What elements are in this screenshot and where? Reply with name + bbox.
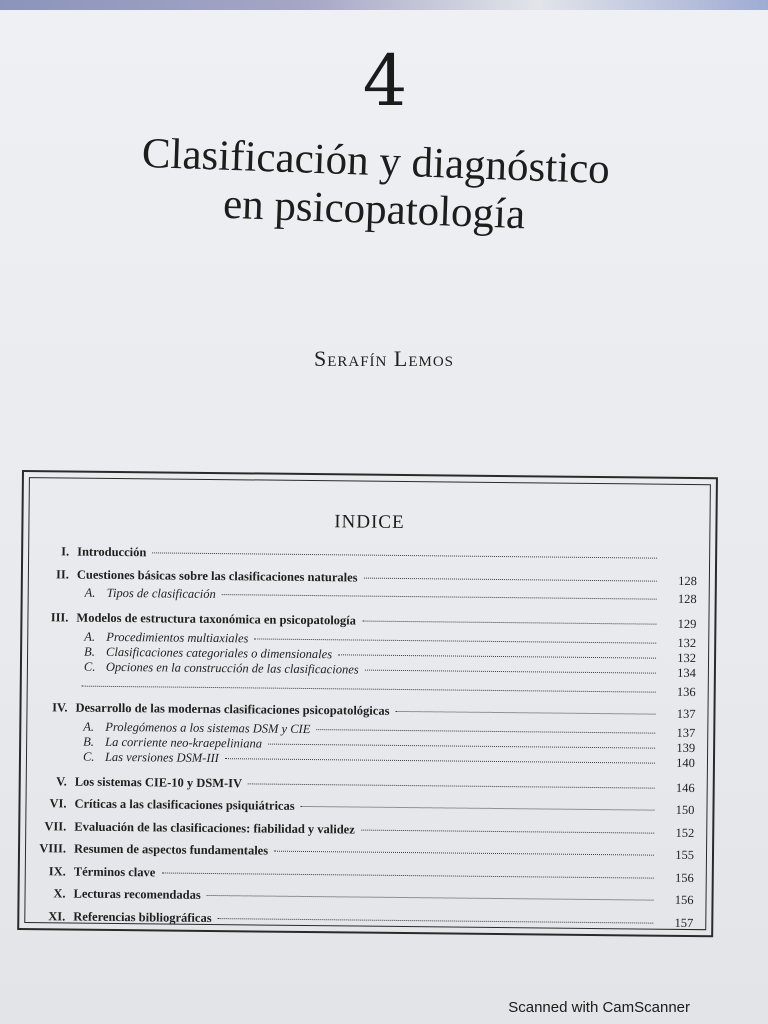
toc-page-number: 137 — [676, 706, 696, 722]
author-name: Serafín Lemos — [313, 346, 455, 371]
toc-entry-number: X. — [53, 886, 66, 901]
toc-page-number: 136 — [676, 684, 696, 699]
toc-entry-number: V. — [56, 773, 67, 788]
dot-leader — [301, 806, 655, 811]
chapter-number: 4 — [362, 40, 406, 122]
scan-edge — [0, 0, 768, 10]
toc-entry-number: IX. — [48, 863, 66, 878]
toc-page-number: 132 — [677, 635, 697, 650]
toc-entry-label: Referencias bibliográficas — [73, 909, 212, 925]
toc-entry-label: Lecturas recomendadas — [73, 886, 201, 902]
toc-entry-label: Desarrollo de las modernas clasificaciones psicopatológicas — [75, 700, 390, 718]
dot-leader — [222, 594, 657, 600]
toc-entry-label: Los sistemas CIE-10 y DSM-IV — [74, 774, 243, 790]
toc-entry-number: VI. — [49, 796, 67, 811]
toc-entry-number: III. — [50, 610, 69, 625]
toc-entry-label: Cuestiones básicas sobre las clasificaciones naturales — [76, 567, 358, 585]
toc-page-number: 137 — [676, 725, 696, 740]
toc-entry-letter: B. — [84, 644, 95, 659]
toc-page-number: 140 — [676, 755, 696, 770]
dot-leader — [161, 872, 653, 878]
toc-page-number: 129 — [677, 616, 697, 632]
toc-entry-number: XI. — [48, 908, 66, 923]
chapter-title — [103, 129, 646, 244]
dot-leader — [152, 552, 657, 558]
toc-entry-letter: C. — [82, 749, 95, 764]
dot-leader — [365, 669, 656, 673]
dot-leader — [82, 685, 656, 692]
dot-leader — [395, 711, 655, 715]
dot-leader — [254, 638, 656, 643]
toc-page-number: 156 — [674, 892, 694, 908]
toc-entry-number: VII. — [44, 818, 67, 833]
toc-entry-label: Críticas a las clasificaciones psiquiátricas — [74, 796, 295, 813]
dot-leader — [225, 758, 655, 764]
dot-leader — [316, 729, 655, 734]
toc-entry-letter: A. — [84, 585, 96, 600]
toc-entry-label: Evaluación de las clasificaciones: fiabilidad y validez — [74, 819, 355, 837]
dot-leader — [361, 829, 654, 833]
toc-page-number: 128 — [677, 591, 697, 607]
toc-entry-number: VIII. — [39, 841, 67, 856]
toc-page-number: 128 — [678, 573, 697, 588]
toc-page-number: 155 — [675, 847, 695, 863]
toc-entry-letter: A. — [83, 719, 95, 734]
toc-entry-number: IV. — [52, 700, 68, 715]
toc-entry-label: Modelos de estructura taxonómica en psicopatología — [76, 610, 357, 628]
camscanner-stamp: Scanned with CamScanner — [508, 999, 690, 1016]
index-heading: INDICE — [334, 511, 405, 534]
toc-entry-label: Opciones en la construcción de las clasificaciones — [105, 659, 359, 677]
toc-entry-label: Las versiones DSM-III — [104, 749, 219, 765]
toc-entry-label: Introducción — [77, 544, 147, 560]
toc-page-number: 156 — [674, 870, 694, 885]
dot-leader — [362, 621, 656, 625]
dot-leader — [207, 895, 654, 901]
toc-entry-label: Resumen de aspectos fundamentales — [73, 841, 269, 858]
toc-entry-label: Prolegómenos a los sistemas DSM y CIE — [105, 719, 311, 736]
toc-page-number: 157 — [674, 915, 694, 930]
table-of-contents — [37, 540, 697, 934]
toc-page-number: 134 — [677, 665, 696, 680]
dot-leader — [274, 851, 654, 856]
toc-page-number: 139 — [676, 740, 696, 755]
toc-entry-number: I. — [61, 544, 70, 559]
dot-leader — [218, 918, 654, 924]
toc-entry-letter: B. — [83, 734, 95, 749]
dot-leader — [248, 783, 655, 788]
dot-leader — [268, 743, 655, 748]
toc-page-number: 146 — [675, 780, 695, 795]
dot-leader — [338, 654, 656, 658]
toc-entry-label: Clasificaciones categoriales o dimensionales — [106, 644, 333, 661]
toc-page-number: 152 — [675, 825, 695, 840]
toc-entry-number: II. — [55, 566, 69, 581]
toc-entry-label: Procedimientos multiaxiales — [106, 629, 249, 645]
toc-page-number: 132 — [677, 650, 697, 665]
toc-entry-label: La corriente neo-kraepeliniana — [105, 734, 263, 751]
chapter-title-line-2: en psicopatología — [222, 180, 526, 239]
toc-entry-label: Términos clave — [73, 864, 156, 879]
chapter-title-line-1: Clasificación y diagnóstico — [141, 129, 611, 194]
dot-leader — [364, 577, 657, 581]
toc-entry-label: Tipos de clasificación — [106, 585, 216, 602]
toc-entry-letter: A. — [84, 629, 96, 644]
toc-page-number: 150 — [675, 802, 695, 818]
toc-entry-letter: C. — [83, 659, 96, 674]
index-box — [17, 470, 718, 937]
